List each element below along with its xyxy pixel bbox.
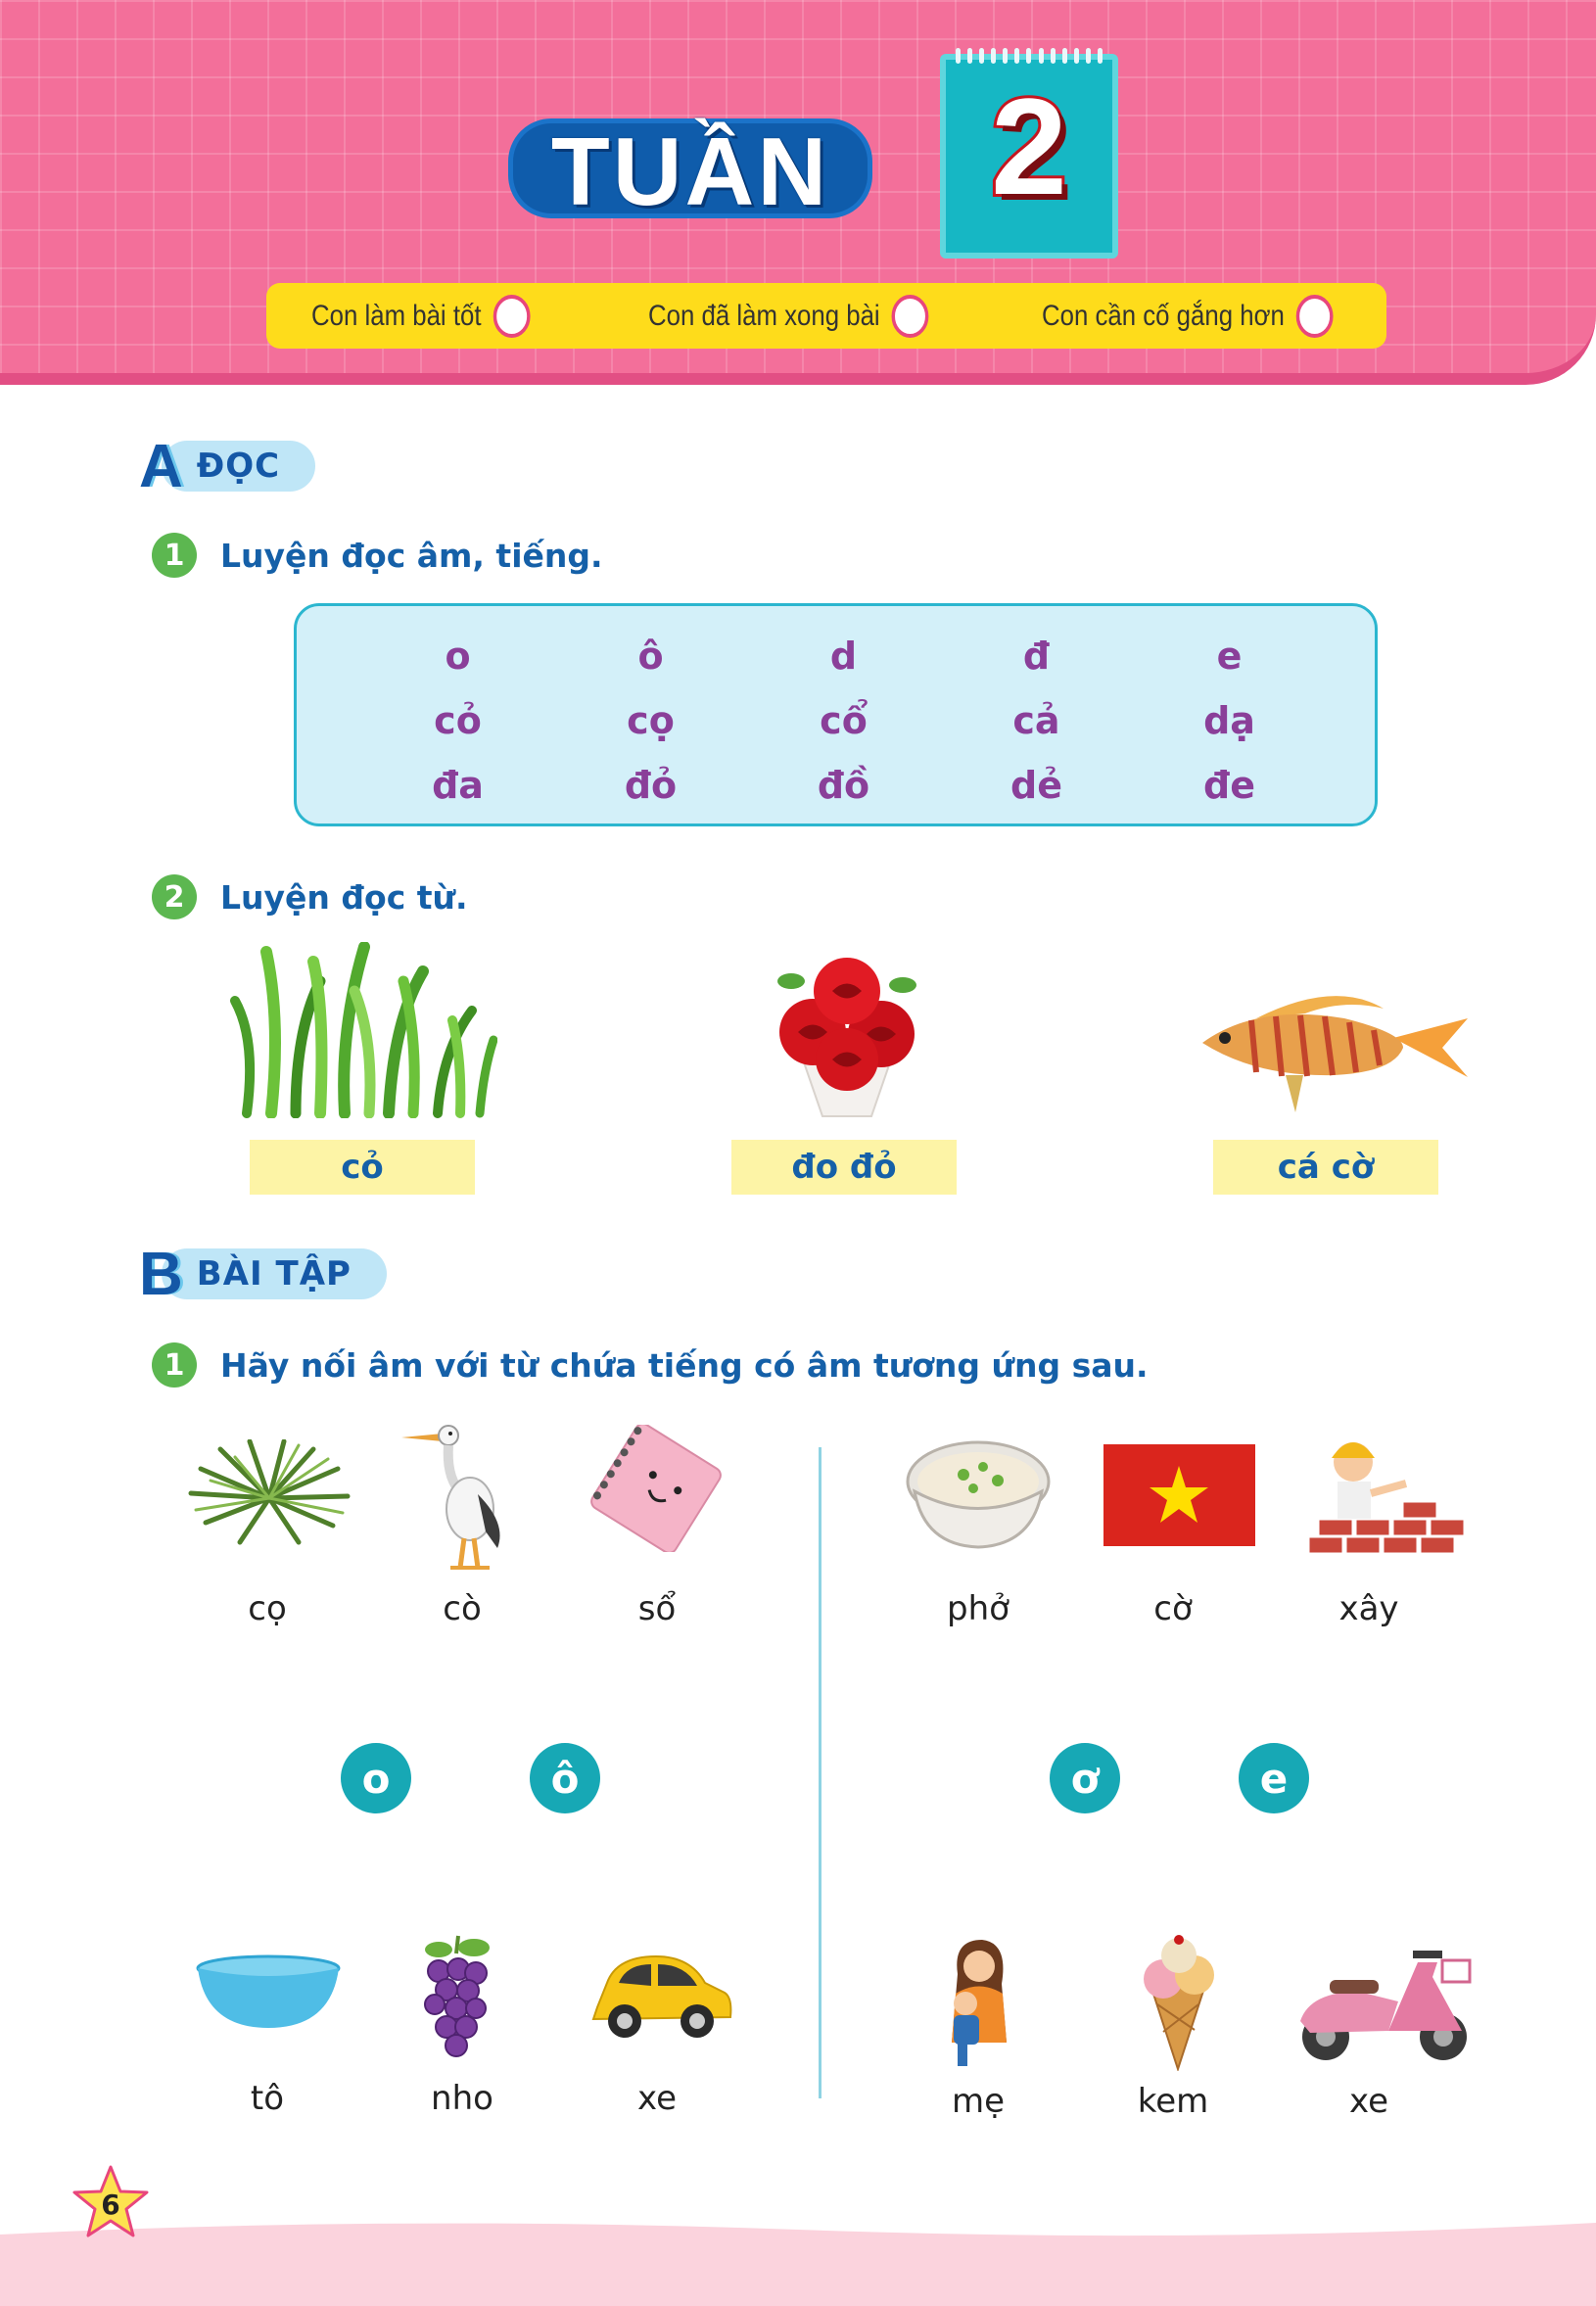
syllable: đa	[432, 764, 484, 807]
syllable: ô	[637, 635, 664, 678]
syllable: o	[445, 635, 471, 678]
ice-cream-icon	[1134, 1934, 1222, 2071]
question-number: 2	[152, 874, 197, 919]
section-a-title: ĐỌC	[162, 441, 315, 492]
rating-done	[648, 283, 929, 349]
caption-co-palm: cọ	[248, 1589, 287, 1628]
rating-good-label: Con làm bài tốt	[311, 299, 482, 332]
section-a-heading	[139, 432, 315, 500]
syllable: e	[1216, 635, 1243, 678]
footer-wave	[0, 2215, 1596, 2306]
fish-icon	[1197, 979, 1468, 1112]
section-b-title: BÀI TẬP	[162, 1248, 387, 1299]
syllable: cổ	[820, 699, 868, 742]
syllable: dẻ	[1010, 764, 1062, 807]
stork-icon	[399, 1416, 511, 1573]
self-rating-bar	[266, 283, 1386, 349]
sound-e-dot[interactable]: e	[1239, 1743, 1309, 1813]
question-text: Luyện đọc âm, tiếng.	[220, 536, 603, 575]
mother-child-icon	[938, 1935, 1016, 2068]
week-label: TUẦN	[508, 118, 872, 218]
column-divider	[819, 1447, 821, 2098]
rating-good	[311, 283, 530, 349]
section-a-letter: A	[139, 432, 183, 500]
sound-o-horn-dot[interactable]: ơ	[1050, 1743, 1120, 1813]
bowl-icon	[196, 1954, 341, 2033]
question-text: Luyện đọc từ.	[220, 877, 468, 917]
question-a1	[152, 533, 603, 578]
caption-xe-car: xe	[637, 2079, 677, 2118]
week-header	[0, 0, 1596, 385]
rating-good-checkbox[interactable]	[493, 295, 531, 338]
palm-leaf-icon	[186, 1439, 352, 1547]
red-roses-icon	[774, 952, 920, 1120]
question-number: 1	[152, 533, 197, 578]
car-icon	[587, 1949, 734, 2047]
rating-try-harder-checkbox[interactable]	[1296, 295, 1334, 338]
question-a2	[152, 874, 468, 919]
caption-co-flag: cờ	[1153, 1589, 1193, 1628]
page-number: 6	[101, 2188, 120, 2221]
question-b1	[152, 1342, 1149, 1388]
week-number: 2	[991, 70, 1067, 223]
rating-done-checkbox[interactable]	[892, 295, 929, 338]
caption-me-mother: mẹ	[951, 2082, 1006, 2121]
calendar-rings	[956, 48, 1103, 64]
question-text: Hãy nối âm với từ chứa tiếng có âm tương ứng sau.	[220, 1345, 1149, 1385]
word-label-roses: đo đỏ	[731, 1140, 957, 1195]
caption-pho: phở	[947, 1589, 1009, 1628]
syllable-box	[294, 603, 1378, 826]
caption-so-notebook: sổ	[637, 1589, 677, 1628]
week-number-card	[940, 54, 1118, 259]
syllable-grid	[297, 624, 1375, 818]
question-number: 1	[152, 1342, 197, 1388]
rating-done-label: Con đã làm xong bài	[648, 299, 880, 332]
syllable: đỏ	[624, 764, 678, 807]
caption-nho-grapes: nho	[431, 2079, 493, 2118]
sound-o-circumflex-dot[interactable]: ô	[530, 1743, 600, 1813]
builder-icon	[1308, 1425, 1469, 1558]
word-label-fish: cá cờ	[1213, 1140, 1438, 1195]
syllable-row	[297, 624, 1375, 688]
word-label-grass: cỏ	[250, 1140, 475, 1195]
section-b-heading	[139, 1240, 387, 1308]
notebook-icon	[578, 1425, 734, 1552]
rating-try-harder-label: Con cần cố gắng hơn	[1042, 299, 1285, 332]
syllable: cỏ	[434, 699, 482, 742]
grapes-icon	[417, 1934, 495, 2067]
caption-co-stork: cò	[443, 1589, 482, 1628]
syllable: dạ	[1203, 699, 1255, 742]
grass-icon	[227, 942, 497, 1118]
syllable: đồ	[817, 764, 870, 807]
caption-xe-scooter: xe	[1349, 2082, 1388, 2121]
sound-o-dot[interactable]: o	[341, 1743, 411, 1813]
syllable: cọ	[627, 699, 675, 742]
syllable: cả	[1012, 699, 1060, 742]
page-number-star	[70, 2163, 151, 2241]
section-b-letter: B	[139, 1240, 183, 1308]
scooter-icon	[1291, 1943, 1475, 2066]
caption-xay-builder: xây	[1338, 1589, 1399, 1628]
caption-kem-icecream: kem	[1137, 2082, 1209, 2121]
rating-try-harder	[1042, 283, 1334, 349]
syllable-row	[297, 753, 1375, 818]
caption-to-bowl: tô	[250, 2079, 285, 2118]
syllable: đ	[1022, 635, 1051, 678]
syllable: d	[829, 635, 858, 678]
syllable-row	[297, 688, 1375, 753]
vietnam-flag-icon	[1103, 1444, 1255, 1546]
syllable: đe	[1203, 764, 1255, 807]
pho-bowl-icon	[905, 1437, 1052, 1553]
